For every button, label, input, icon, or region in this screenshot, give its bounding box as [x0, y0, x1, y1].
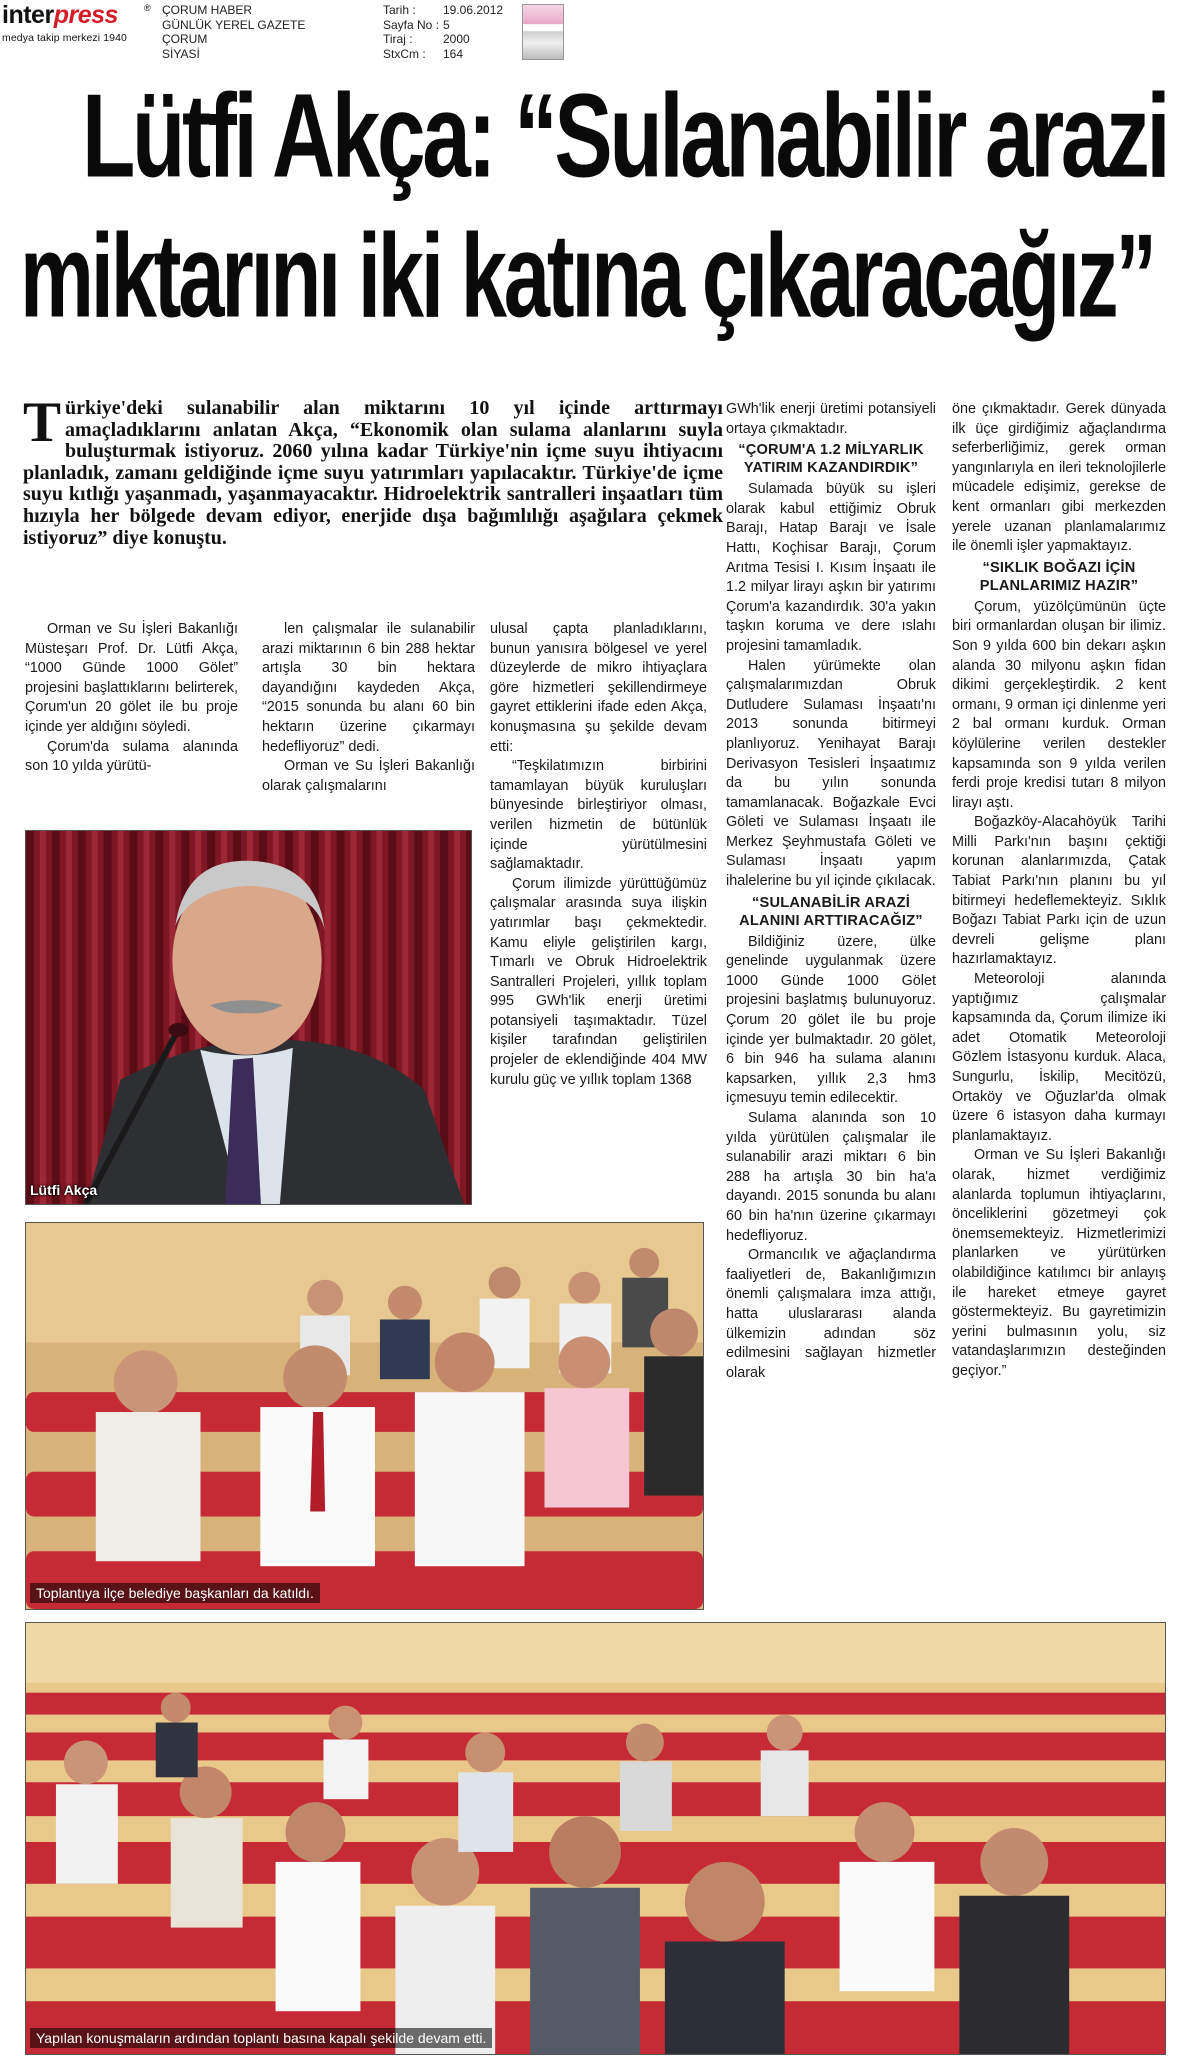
publication-category: SİYASİ — [162, 46, 200, 61]
photo-caption-mayors: Toplantıya ilçe belediye başkanları da katıldı. — [30, 1583, 320, 1603]
paragraph: GWh'lik enerji üretimi potansiyeli ortaya çıkmaktadır. — [726, 401, 936, 437]
speaker-photo-art — [26, 831, 471, 1204]
paragraph: Meteoroloji alanında yaptığımız çalışmalar kapsamında da, Çorum ilimize iki adet Otomatik Meteoroloji Gözlem İstasyonu kurduk. Alaca, Sungurlu, İskilip, Mecitözü, Ortaköy ve Oğuzlar'da olmak üzere 6 istasyon daha kurmayı planlamaktayız. — [952, 971, 1166, 1144]
publication-city: ÇORUM — [162, 32, 208, 46]
body-column-2 — [262, 620, 475, 796]
paragraph: Sulamada büyük su işleri olarak kabul ettiğimiz Obruk Barajı, Hatap Barajı ve İsale Hattı, Koçhisar Barajı, Çorum Arıtma Tesisi I. Kısım İnşaatı ile 1.2 milyar lirayı aşkın bir yatırımı Çorum'a kazandırdık. 30'a yakın taşkın koruma ve dere ıslahı projesini tamamladık. — [726, 481, 936, 654]
body-column-1 — [25, 620, 238, 777]
paragraph: Çorum ilimizde yürüttüğümüz çalışmalar arasında suya ilişkin yatırımlar başı çekmektedir. Kamu eliyle geliştirilen kargı, Tımarlı ve Obruk Hidroelektrik Santralleri Projeleri, yıllık toplam 995 GWh'lik enerji üretimi potansiyeli taşımaktadır. Tüzel kişiler tarafından geliştirilen projeler de eklendiğinde 404 MW kurulu güç ve yıllık toplam 1368 — [490, 875, 707, 1088]
meeting-photo-art — [26, 1623, 1165, 2054]
lead-text: ürkiye'deki sulanabilir alan miktarını 10 yıl içinde arttırmayı amaçladıklarını anlatan Akça, “Ekonomik olan sulama alanlarını suyla buluşturmak istiyoruz. 2060 yılına kadar Türkiye'nin içme suyu ihtiyacını planladık, zamanı geldiğinde içme suyu yatırımları yapılacaktır. Türkiye'de içme suyu kıtlığı yaşanmadı, yaşanmayacaktır. Hidroelektrik santralleri inşaatları tüm hızıyla her bölgede devam ediyor, enerjide dışa bağımlılığı aşağılara çekmek istiyoruz” diye konuştu. — [23, 397, 723, 549]
paragraph: Orman ve Su İşleri Bakanlığı Müsteşarı Prof. Dr. Lütfi Akça, “1000 Günde 1000 Gölet” projesini başlattıklarını belirterek, Çorum'un 20 gölet ile bu proje içinde yer aldığını söyledi. — [25, 621, 238, 735]
paragraph: öne çıkmaktadır. Gerek dünyada ilk üçe girdiğimiz ağaçlandırma seferberliğimiz, gerek orman yangınlarıyla en ileri teknolojilerle mücadele edişimiz, gerekse de kent ormanları gibi merkezden yerele uzanan planlamalarımız ile önemli işler yapmaktayız. — [952, 401, 1166, 555]
logo-wordmark: interpress — [2, 1, 118, 29]
clipping-meta — [383, 3, 503, 61]
mayors-photo-art — [26, 1223, 703, 1609]
photo-caption-meeting: Yapılan konuşmaların ardından toplantı basına kapalı şekilde devam etti. — [30, 2028, 492, 2048]
paragraph: Ormancılık ve ağaçlandırma faaliyetleri de, Bakanlığımızın önemli çalışmalara imza attığı, hatta uluslararası alanda ülkemizin adından söz edilmesini sağlayan hizmetler olarak — [726, 1247, 936, 1381]
publication-info — [162, 3, 305, 61]
paragraph: Boğazköy-Alacahöyük Tarihi Milli Parkı'nın başını çektiği korunan alanlarımızda, Çatak Tabiat Parkı'nın planını bu yıl bitirmeyi hedeflemekteyiz. Sıklık Boğazı Tabiat Parkı için de uzun devreli gelişme planı hazırlamaktayız. — [952, 814, 1166, 968]
meta-row-page: Sayfa No : 5 — [383, 17, 450, 32]
headline-line-1: Lütfi Akça: “Sulanabilir arazi — [82, 70, 1168, 203]
photo-meeting — [25, 1622, 1166, 2055]
paragraph: Çorum, yüzölçümünün üçte biri ormanlardan oluşan bir ilimiz. Son 9 yılda 600 bin dekarı aşkın alanda 30 milyonu aşkın fidan dikimi gerçekleştirdik. 2 kent ormanı, 9 orman içi dinlenme yeri 2 bal ormanı kurduk. Orman köylülerine verilen destekler kapsamında son 9 yılda verilen ferdi proje kredisi tutarı 8 milyon lirayı aştı. — [952, 598, 1166, 811]
paragraph: len çalışmalar ile sulanabilir arazi miktarının 6 bin 288 hektar artışla 30 bin hektara dayandığını kaydeden Akça, “2015 sonunda bu alanı 60 bin hektarın üzerine çıkarmayı hedefliyoruz” dedi. — [262, 621, 475, 755]
article-headline — [20, 66, 1170, 343]
photo-caption-speaker: Lütfi Akça — [30, 1182, 98, 1198]
photo-mayors — [25, 1222, 704, 1610]
subheading-sulanabilir: “SULANABİLİR ARAZİ ALANINI ARTTIRACAĞIZ” — [739, 894, 923, 929]
logo-tagline: medya takip merkezi 1940 — [2, 32, 127, 44]
subheading-yatirim: “ÇORUM'A 1.2 MİLYARLIK YATIRIM KAZANDIRDIK” — [738, 442, 924, 477]
paragraph: Bildiğiniz üzere, ülke genelinde uygulanmak üzere 1000 Günde 1000 Gölet projesini başlatmış bulunuyoruz. Çorum 20 gölet ile bu proje içinde yer bulmaktadır. 20 gölet, 6 bin 946 ha sulama alanını kapsarken, yıllık 2,3 hm3 içmesuyu temin edilecektir. — [726, 933, 936, 1107]
article-lead — [23, 391, 723, 549]
meta-row-circulation: Tiraj : 2000 — [383, 32, 470, 46]
paragraph: Orman ve Su İşleri Bakanlığı olarak, hizmet verdiğimiz alanlarda toplumun ihtiyaçlarını, önceliklerini gözetmeyi çok önemsemekteyiz. Hizmetlerimizi planlarken ve yürütürken olabildiğince katılımcı bir anlayış ile hareket etmeye gayret göstermekteyiz. Bu gayretimizin yerini bulmasının yolu, siz vatandaşlarımızın desteğinden geçiyor.” — [952, 1147, 1166, 1379]
body-column-4 — [726, 400, 936, 1383]
registered-mark: ® — [144, 3, 151, 13]
interpress-logo — [2, 2, 154, 46]
paragraph: “Teşkilatımızın birbirini tamamlayan büyük kuruluşları bünyesinde birleştiriyor olması, verilen hizmetin de bütünlük içinde yürütülmesini sağlamaktadır. — [490, 758, 707, 873]
meta-row-date: Tarih : 19.06.2012 — [383, 3, 504, 17]
meta-row-stxcm: StxCm : 164 — [383, 46, 464, 61]
paragraph: Sulama alanında son 10 yılda yürütülen çalışmalar ile sulanabilir arazi miktarı 6 bin 288 ha artışla 30 bin ha'a dayandı. 2015 sonunda bu alanı 60 bin ha'nın üzerine çıkarmayı hedefliyoruz. — [726, 1110, 936, 1244]
drop-cap: T — [23, 391, 62, 454]
paragraph: Orman ve Su İşleri Bakanlığı olarak çalışmalarını — [262, 758, 475, 794]
publication-name: ÇORUM HABER — [162, 3, 253, 17]
paragraph: Halen yürümekte olan çalışmalarımızdan Obruk Dutludere Sulaması İnşaatı'nı 2013 sonunda bitirmeyi planlıyoruz. Yenihayat Barajı Derivasyon Tesisleri İnşaatımız da bu yılın sonunda tamamlanacak. Boğazkale Evci Göleti ve Sulaması İnşaatı ile Merkez Şeyhmustafa Göleti ve Sulaması İnşaatı yapım ihalelerine bu yıl içinde çıkılacak. — [726, 657, 936, 890]
paragraph: Çorum'da sulama alanında son 10 yılda yürütü- — [25, 738, 238, 775]
paragraph: ulusal çapta planladıklarını, bunun yanısıra bölgesel ve yerel düzeylerde de mikro ihtiyaçlara göre hizmetleri şekillendirmeye gayret ettiklerini ifade eden Akça, konuşmasına şu şekilde devam etti: — [490, 621, 707, 755]
headline-line-2: miktarını iki katına çıkaracağız” — [20, 210, 1154, 343]
publication-type: GÜNLÜK YEREL GAZETE — [162, 17, 306, 32]
body-column-3 — [490, 620, 707, 1090]
subheading-siklik: “SIKLIK BOĞAZI İÇİN PLANLARIMIZ HAZIR” — [979, 559, 1139, 594]
page-thumbnail[interactable] — [522, 4, 564, 60]
photo-speaker — [25, 830, 472, 1205]
body-column-5 — [952, 400, 1166, 1382]
